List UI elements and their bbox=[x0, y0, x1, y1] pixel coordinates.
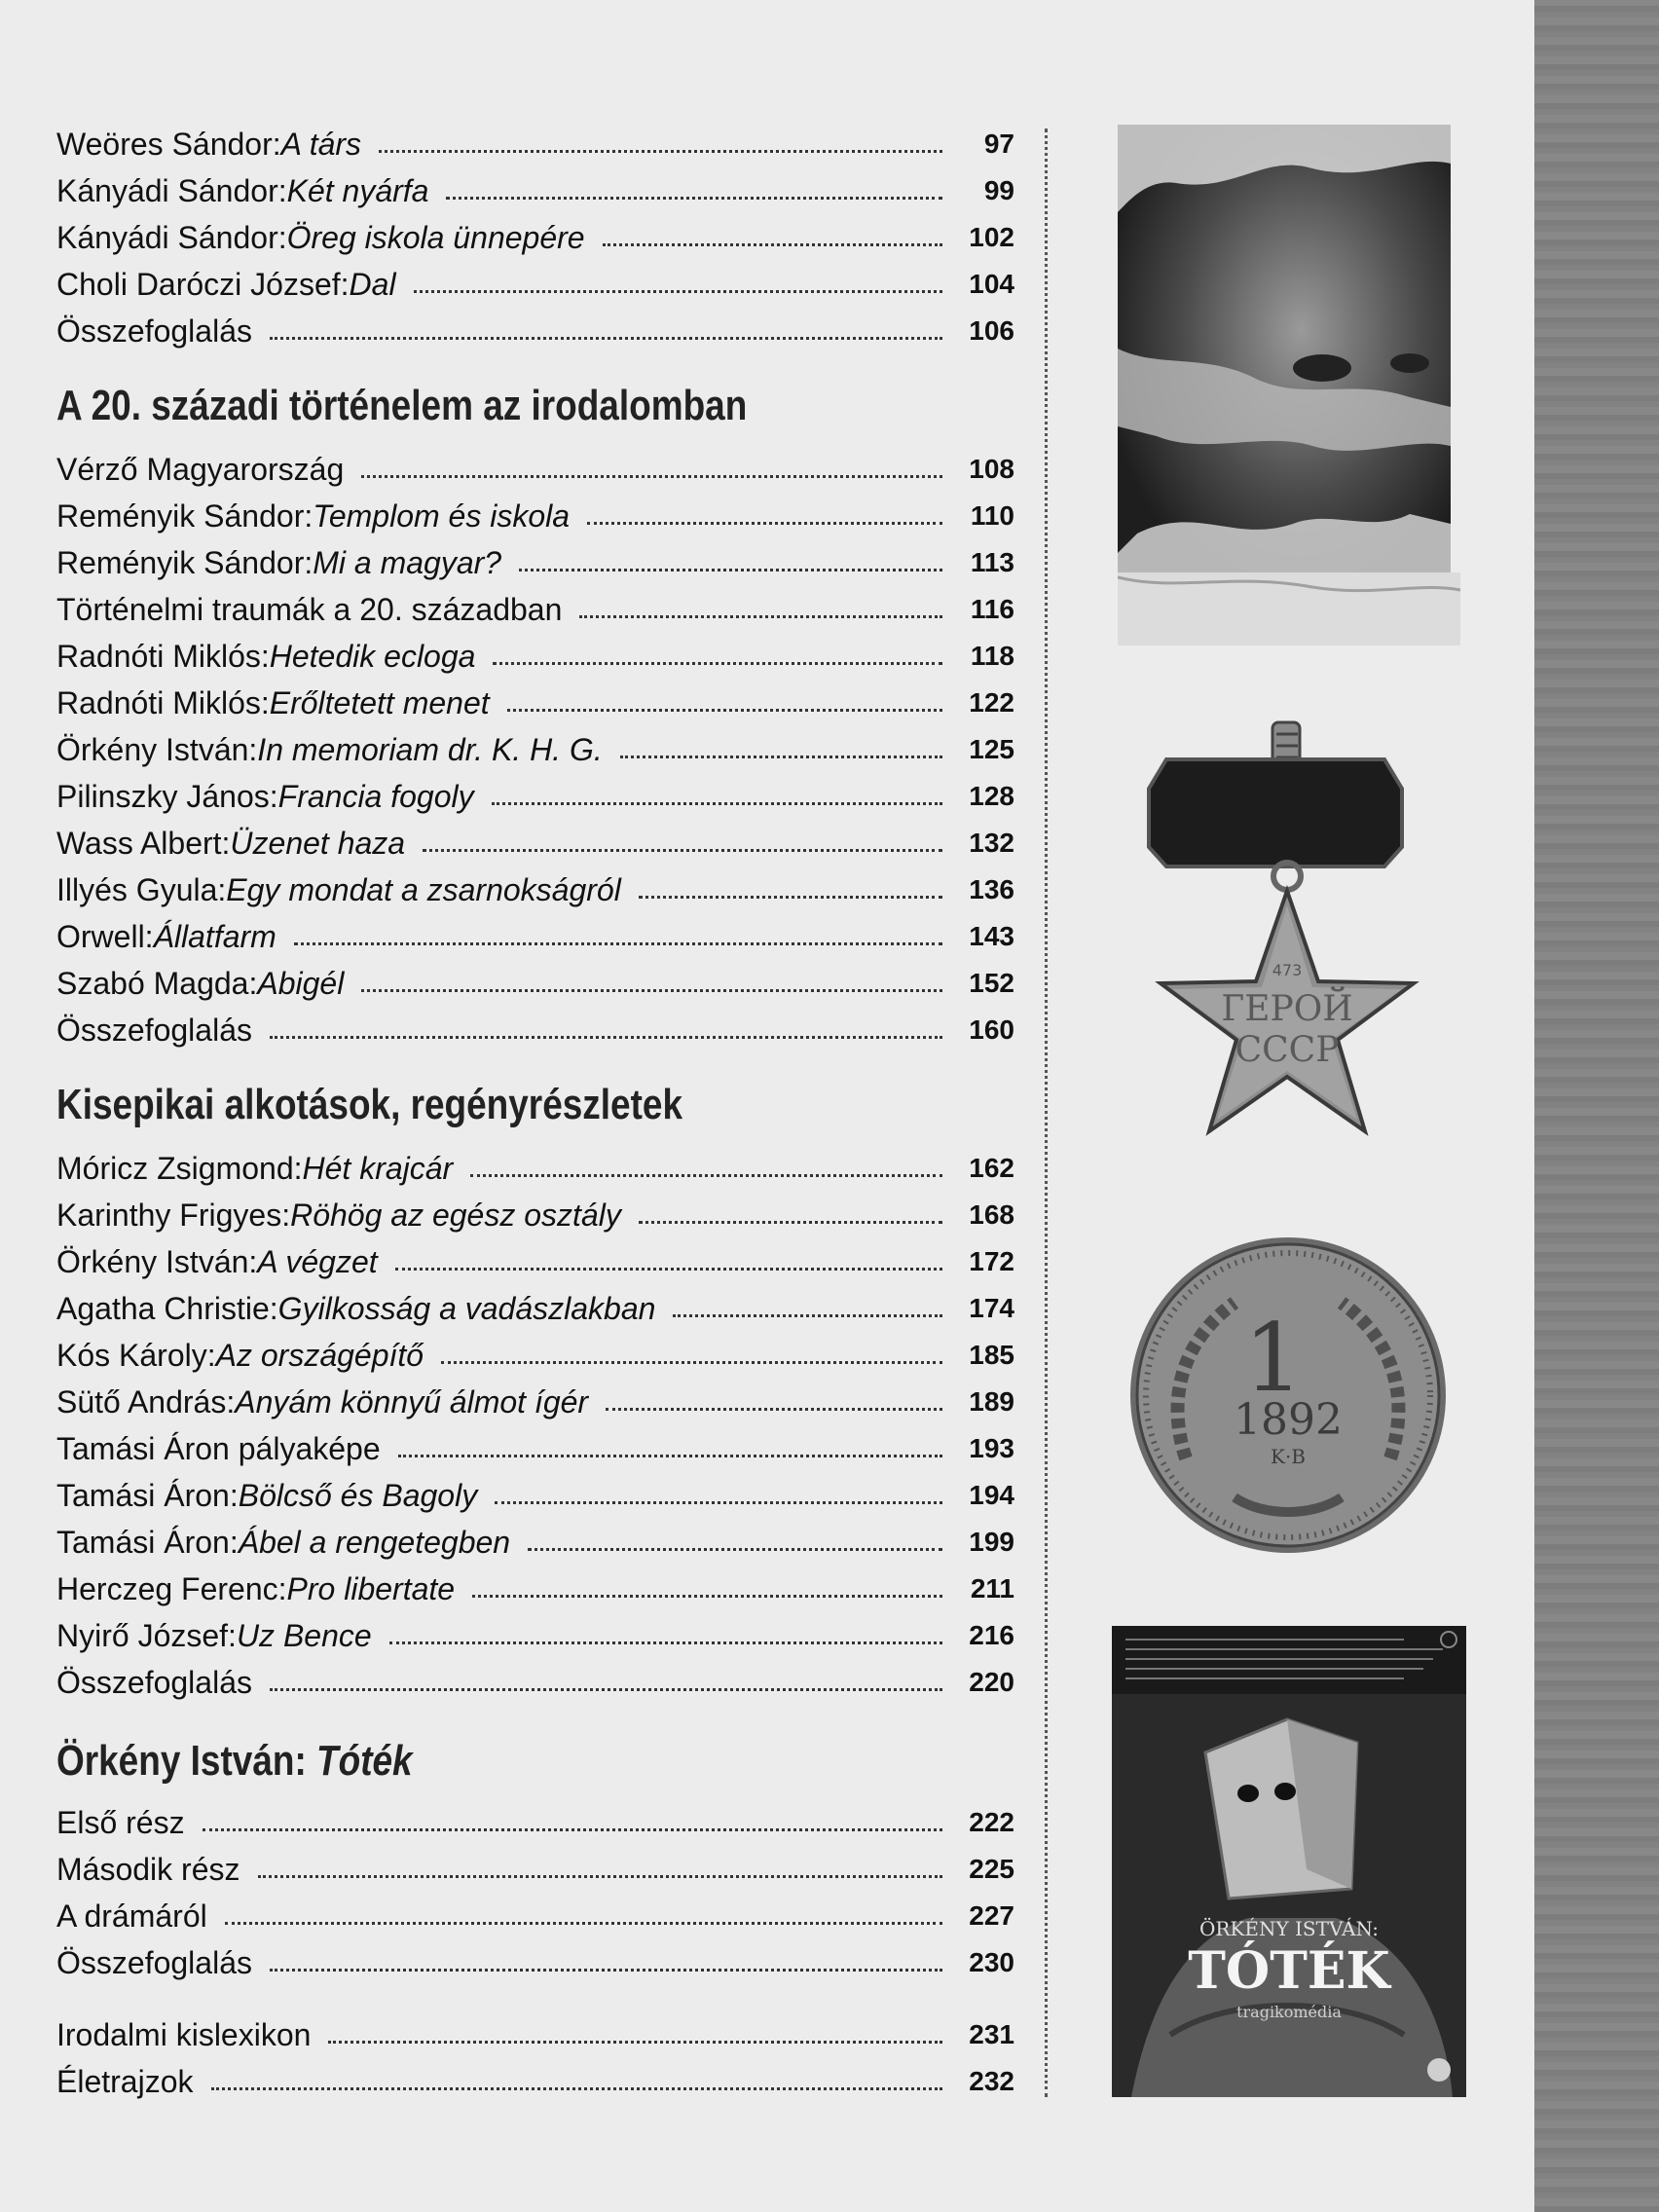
entry-title: Egy mondat a zsarnokságról bbox=[226, 872, 621, 907]
leader-dots bbox=[528, 1548, 942, 1551]
leader-dots bbox=[211, 2087, 943, 2090]
entry-author: Irodalmi kislexikon bbox=[56, 2017, 312, 2052]
entry-author: Vérző Magyarország bbox=[56, 452, 345, 487]
entry-page: 122 bbox=[969, 687, 1014, 718]
entry-page: 189 bbox=[969, 1386, 1014, 1417]
leader-dots bbox=[361, 989, 942, 992]
entry-page: 230 bbox=[969, 1947, 1014, 1977]
section-heading bbox=[56, 1737, 413, 1786]
toc-entry bbox=[56, 917, 1014, 956]
entry-page: 110 bbox=[970, 500, 1014, 531]
entry-title: Az országépítő bbox=[215, 1338, 424, 1373]
leader-dots bbox=[606, 1408, 942, 1411]
entry-title: Két nyárfa bbox=[286, 173, 429, 208]
toc-entry bbox=[56, 1196, 1014, 1235]
entry-title: Állatfarm bbox=[153, 919, 276, 954]
leader-dots bbox=[294, 942, 942, 945]
entry-author: Összefoglalás bbox=[56, 1945, 252, 1980]
entry-title: Ábel a rengetegben bbox=[238, 1525, 511, 1560]
leader-dots bbox=[472, 1595, 942, 1598]
heading-title: Tóték bbox=[316, 1737, 413, 1785]
entry-author: Összefoglalás bbox=[56, 1013, 252, 1048]
entry-author: Második rész bbox=[56, 1852, 240, 1887]
entry-page: 102 bbox=[969, 222, 1014, 252]
toc-entry bbox=[56, 1382, 1014, 1421]
toc-entry bbox=[56, 1850, 1014, 1889]
entry-page: 193 bbox=[969, 1433, 1014, 1463]
medal-star bbox=[1141, 720, 1433, 1168]
entry-page: 211 bbox=[970, 1573, 1014, 1604]
toc-entry bbox=[56, 1897, 1014, 1936]
toc-entry bbox=[56, 870, 1014, 909]
entry-author: Reményik Sándor: bbox=[56, 498, 313, 534]
entry-page: 185 bbox=[969, 1340, 1014, 1370]
entry-page: 104 bbox=[969, 269, 1014, 299]
entry-author: Móricz Zsigmond: bbox=[56, 1151, 303, 1186]
entry-page: 152 bbox=[969, 968, 1014, 998]
entry-page: 227 bbox=[969, 1900, 1014, 1931]
entry-title: Öreg iskola ünnepére bbox=[286, 220, 585, 255]
entry-page: 216 bbox=[969, 1620, 1014, 1650]
entry-page: 220 bbox=[969, 1667, 1014, 1697]
leader-dots bbox=[492, 802, 942, 805]
toc-entry bbox=[56, 2015, 1014, 2054]
leader-dots bbox=[620, 756, 942, 758]
entry-author: Kányádi Sándor: bbox=[56, 173, 287, 208]
entry-title: Dal bbox=[349, 267, 396, 302]
toc-entry bbox=[56, 1336, 1014, 1375]
leader-dots bbox=[398, 1455, 942, 1457]
toc-entry bbox=[56, 497, 1014, 535]
entry-title: Erőltetett menet bbox=[269, 685, 490, 720]
entry-author: Első rész bbox=[56, 1805, 185, 1840]
toc-entry bbox=[56, 1011, 1014, 1050]
leader-dots bbox=[579, 615, 942, 618]
toc-entry bbox=[56, 2062, 1014, 2101]
entry-page: 99 bbox=[983, 175, 1014, 205]
toc-entry bbox=[56, 1616, 1014, 1655]
entry-author: Herczeg Ferenc: bbox=[56, 1571, 287, 1606]
section-heading: A 20. századi történelem az irodalomban bbox=[56, 382, 748, 429]
leader-dots bbox=[395, 1268, 942, 1271]
entry-author: Weöres Sándor: bbox=[56, 127, 281, 162]
entry-page: 174 bbox=[969, 1293, 1014, 1323]
toc-entry bbox=[56, 1476, 1014, 1515]
entry-author: Orwell: bbox=[56, 919, 154, 954]
entry-title: Hetedik ecloga bbox=[269, 639, 476, 674]
leader-dots bbox=[361, 475, 942, 478]
entry-author: Szabó Magda: bbox=[56, 966, 258, 1001]
toc-entry bbox=[56, 1149, 1014, 1188]
entry-title: Francia fogoly bbox=[277, 779, 474, 814]
entry-title: Abigél bbox=[257, 966, 345, 1001]
toc-entry bbox=[56, 1569, 1014, 1608]
leader-dots bbox=[603, 243, 942, 246]
column-divider bbox=[1045, 129, 1048, 2097]
entry-page: 136 bbox=[969, 874, 1014, 904]
medal-text-ussr: СССР bbox=[1235, 1030, 1340, 1070]
leader-dots bbox=[270, 337, 942, 340]
toc-entry bbox=[56, 265, 1014, 304]
leader-dots bbox=[379, 150, 942, 153]
entry-author: Reményik Sándor: bbox=[56, 545, 313, 580]
entry-page: 132 bbox=[969, 828, 1014, 858]
section-heading: Kisepikai alkotások, regényrészletek bbox=[56, 1081, 683, 1128]
leader-dots bbox=[495, 1501, 942, 1504]
toc-entry bbox=[56, 683, 1014, 722]
toc-entry bbox=[56, 218, 1014, 257]
entry-author: Illyés Gyula: bbox=[56, 872, 227, 907]
leader-dots bbox=[470, 1174, 942, 1177]
toc-entry bbox=[56, 964, 1014, 1003]
leader-dots bbox=[519, 569, 942, 571]
leader-dots bbox=[225, 1922, 942, 1925]
leader-dots bbox=[328, 2041, 942, 2044]
entry-title: Anyám könnyű álmot ígér bbox=[235, 1384, 589, 1419]
entry-author: Kós Károly: bbox=[56, 1338, 216, 1373]
entry-author: Choli Daróczi József: bbox=[56, 267, 350, 302]
toc-entry bbox=[56, 543, 1014, 582]
entry-author: Radnóti Miklós: bbox=[56, 639, 270, 674]
toc-entry bbox=[56, 1943, 1014, 1982]
leader-dots bbox=[423, 849, 942, 852]
entry-author: Agatha Christie: bbox=[56, 1291, 278, 1326]
entry-page: 160 bbox=[969, 1014, 1014, 1045]
entry-author: Kányádi Sándor: bbox=[56, 220, 287, 255]
toc-entry bbox=[56, 1289, 1014, 1328]
entry-title: Bölcső és Bagoly bbox=[238, 1478, 478, 1513]
leader-dots bbox=[203, 1828, 942, 1831]
entry-title: Gyilkosság a vadászlakban bbox=[277, 1291, 656, 1326]
entry-page: 143 bbox=[969, 921, 1014, 951]
entry-page: 125 bbox=[969, 734, 1014, 764]
entry-author: Összefoglalás bbox=[56, 1665, 252, 1700]
entry-page: 128 bbox=[969, 781, 1014, 811]
entry-page: 231 bbox=[969, 2019, 1014, 2049]
leader-dots bbox=[270, 1688, 942, 1691]
toc-entry bbox=[56, 450, 1014, 489]
entry-title: Hét krajcár bbox=[302, 1151, 454, 1186]
entry-title: Röhög az egész osztály bbox=[290, 1198, 621, 1233]
entry-author: Radnóti Miklós: bbox=[56, 685, 270, 720]
entry-page: 194 bbox=[969, 1480, 1014, 1510]
entry-title: Templom és iskola bbox=[313, 498, 571, 534]
leader-dots bbox=[639, 896, 942, 899]
toc-entry bbox=[56, 777, 1014, 816]
entry-author: Történelmi traumák a 20. században bbox=[56, 592, 563, 627]
entry-page: 225 bbox=[969, 1854, 1014, 1884]
coin-value: 1 bbox=[1243, 1304, 1304, 1413]
heading-author: Örkény István: bbox=[56, 1737, 317, 1785]
entry-author: Örkény István: bbox=[56, 1244, 258, 1279]
toc-entry bbox=[56, 824, 1014, 863]
toc-entry bbox=[56, 1663, 1014, 1702]
leader-dots bbox=[587, 522, 942, 525]
toc-entry bbox=[56, 171, 1014, 210]
entry-author: Wass Albert: bbox=[56, 826, 231, 861]
toc-entry bbox=[56, 312, 1014, 350]
entry-title: A végzet bbox=[257, 1244, 378, 1279]
coin-year: 1892 bbox=[1234, 1395, 1343, 1445]
entry-page: 97 bbox=[983, 129, 1014, 159]
leader-dots bbox=[446, 197, 942, 200]
leader-dots bbox=[639, 1221, 942, 1224]
entry-author: Pilinszky János: bbox=[56, 779, 278, 814]
medal-text-hero: ГЕРОЙ bbox=[1221, 989, 1353, 1029]
toc-entry bbox=[56, 1242, 1014, 1281]
leader-dots bbox=[507, 709, 942, 712]
entry-author: Nyirő József: bbox=[56, 1618, 237, 1653]
coin-mint: K·B bbox=[1271, 1445, 1306, 1468]
toc-entry bbox=[56, 730, 1014, 769]
coin bbox=[1127, 1235, 1449, 1556]
entry-page: 113 bbox=[970, 547, 1014, 577]
entry-page: 106 bbox=[969, 315, 1014, 346]
poster-title: TÓTÉK bbox=[1188, 1941, 1390, 2001]
entry-page: 232 bbox=[969, 2066, 1014, 2096]
entry-author: Tamási Áron: bbox=[56, 1525, 239, 1560]
entry-title: Mi a magyar? bbox=[313, 545, 502, 580]
entry-page: 108 bbox=[969, 454, 1014, 484]
entry-page: 168 bbox=[969, 1199, 1014, 1230]
leader-dots bbox=[258, 1875, 943, 1878]
toc-entry bbox=[56, 637, 1014, 676]
entry-author: Tamási Áron: bbox=[56, 1478, 239, 1513]
leader-dots bbox=[441, 1361, 942, 1364]
toc-entry bbox=[56, 1803, 1014, 1842]
entry-author: Összefoglalás bbox=[56, 313, 252, 349]
totek-poster bbox=[1112, 1626, 1466, 2097]
entry-title: In memoriam dr. K. H. G. bbox=[257, 732, 603, 767]
toc-entry bbox=[56, 1429, 1014, 1468]
leader-dots bbox=[493, 662, 942, 665]
entry-title: Pro libertate bbox=[286, 1571, 456, 1606]
entry-author: A drámáról bbox=[56, 1899, 207, 1934]
poster-author: ÖRKÉNY ISTVÁN: bbox=[1198, 1917, 1380, 1940]
toc-entry bbox=[56, 1523, 1014, 1562]
entry-author: Életrajzok bbox=[56, 2064, 194, 2099]
old-photo bbox=[1118, 125, 1460, 650]
entry-author: Sütő András: bbox=[56, 1384, 236, 1419]
entry-page: 222 bbox=[969, 1807, 1014, 1837]
leader-dots bbox=[270, 1036, 942, 1039]
entry-title: Uz Bence bbox=[236, 1618, 372, 1653]
entry-title: Üzenet haza bbox=[230, 826, 406, 861]
poster-subtitle: tragikomédia bbox=[1236, 2003, 1342, 2021]
page-edge bbox=[1534, 0, 1659, 2212]
entry-page: 162 bbox=[969, 1153, 1014, 1183]
leader-dots bbox=[673, 1314, 942, 1317]
leader-dots bbox=[414, 290, 942, 293]
medal-number: 473 bbox=[1272, 961, 1303, 979]
entry-page: 199 bbox=[969, 1527, 1014, 1557]
entry-page: 172 bbox=[969, 1246, 1014, 1276]
toc-entry bbox=[56, 590, 1014, 629]
entry-page: 118 bbox=[970, 641, 1014, 671]
entry-title: A társ bbox=[280, 127, 362, 162]
entry-author: Tamási Áron pályaképe bbox=[56, 1431, 381, 1466]
leader-dots bbox=[389, 1641, 942, 1644]
leader-dots bbox=[270, 1969, 942, 1972]
toc-entry bbox=[56, 125, 1014, 164]
entry-author: Karinthy Frigyes: bbox=[56, 1198, 291, 1233]
entry-page: 116 bbox=[970, 594, 1014, 624]
entry-author: Örkény István: bbox=[56, 732, 258, 767]
